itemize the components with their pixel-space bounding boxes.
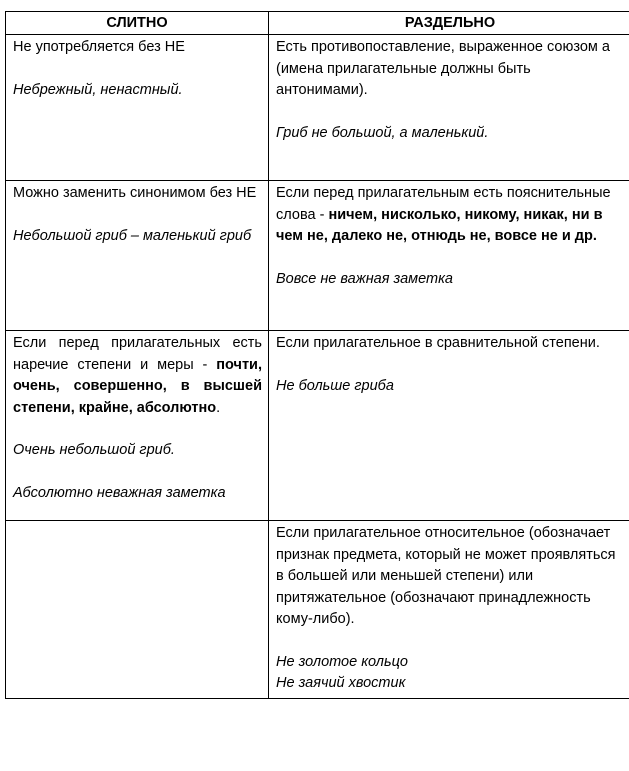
example-text: Небольшой гриб – маленький гриб [13,227,252,244]
cell-together [6,35,269,181]
example-text: Абсолютно неважная заметка [13,484,226,501]
cell-together [6,331,269,521]
cell-together [6,181,269,331]
example-text: Не больше гриба [276,377,394,394]
rule-keywords: почти, очень, совершенно, в высшей степени, крайне, абсолютно [13,356,262,416]
table-row [6,521,629,699]
rule-text: Если прилагательное в сравнительной степени. [276,335,600,351]
example-text: Не золотое кольцо [276,653,408,670]
rules-table [5,11,629,699]
cell-separately [269,521,629,699]
cell-separately [269,35,629,181]
table-row [6,331,629,521]
rule-prefix: Если перед прилагательных есть наречие степени и меры - [13,335,262,373]
header-separately: РАЗДЕЛЬНО [269,12,629,35]
rule-text: Не употребляется без НЕ [13,39,185,55]
example-text: Вовсе не важная заметка [276,270,453,287]
rule-suffix: . [216,399,221,416]
cell-together-empty [6,521,269,699]
example-text: Не заячий хвостик [276,675,406,691]
rule-text: Можно заменить синонимом без НЕ [13,185,257,201]
rule-keywords: ничем, нисколько, никому, никак, ни в чем не, далеко не, отнюдь не, вовсе не и др. [276,206,603,244]
rule-text [13,333,262,419]
rule-text: Если прилагательное относительное (обозначает признак предмета, который не может проявляться в большей или меньшей степени) или притяжательное (обозначают принадлежность кому-либо). [276,525,616,627]
rule-prefix: Если перед прилагательным есть пояснительные слова - [276,185,611,223]
header-together: СЛИТНО [6,12,269,35]
example-text: Небрежный, ненастный. [13,81,183,98]
example-text: Очень небольшой гриб. [13,442,175,458]
table-row [6,35,629,181]
table-row [6,181,629,331]
header-row [6,12,629,35]
cell-separately [269,331,629,521]
rule-text [276,183,625,248]
rule-text: Есть противопоставление, выраженное союзом а (имена прилагательные должны быть антонимами). [276,39,610,98]
example-text: Гриб не большой, а маленький. [276,124,489,141]
cell-separately [269,181,629,331]
